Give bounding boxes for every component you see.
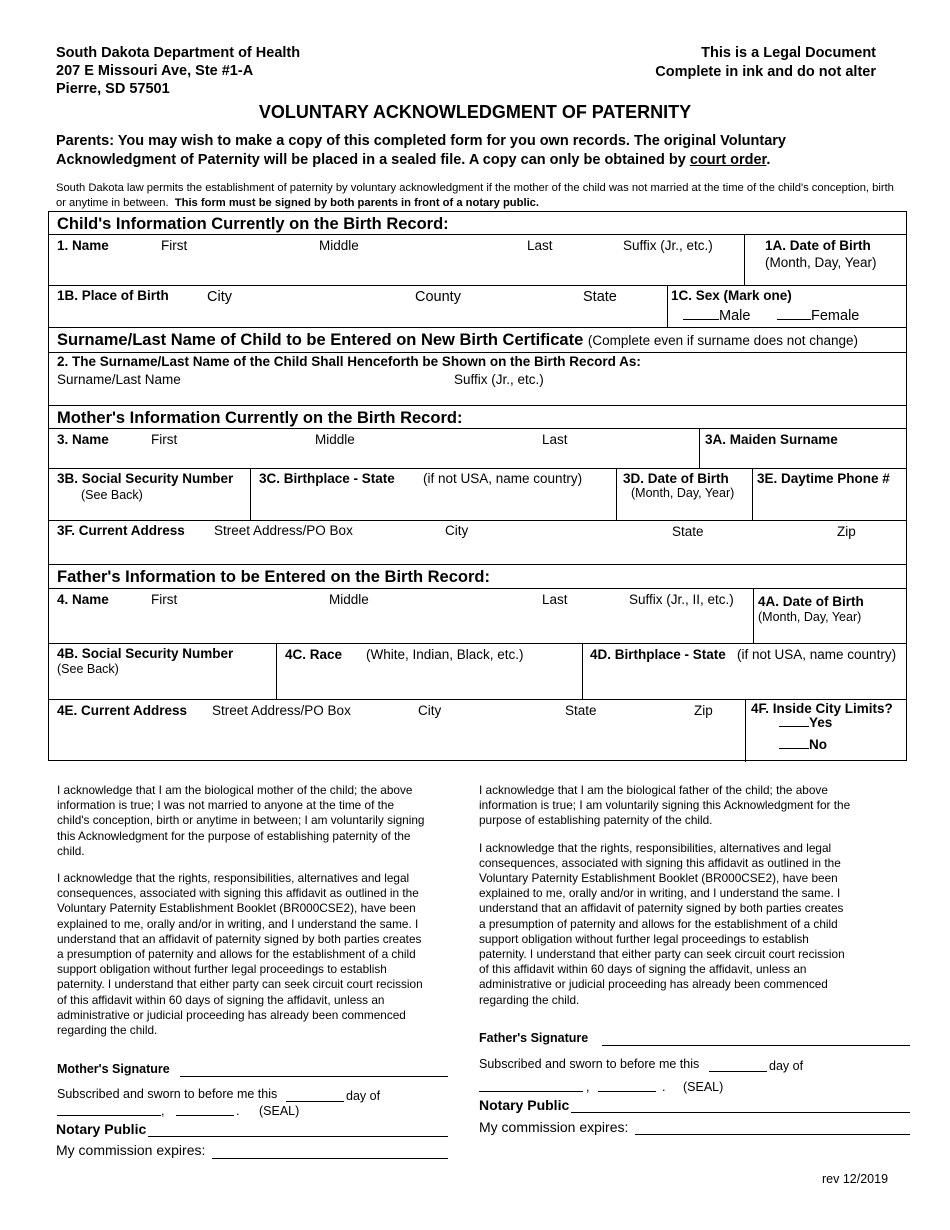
child-pob-state-field[interactable]: State <box>583 289 617 305</box>
legal-notice-line1: This is a Legal Document <box>701 45 876 61</box>
father-last-name-field[interactable]: Last <box>542 592 568 607</box>
child-middle-name-field[interactable]: Middle <box>319 238 359 253</box>
father-first-name-field[interactable]: First <box>151 592 178 607</box>
father-city-limits-yes[interactable] <box>779 715 832 730</box>
parents-notice-text: Parents: You may wish to make a copy of this completed form for you own records. The original Voluntary Acknowledgment of Paternity will be placed in a sealed file. A copy can only be obtained by <box>56 133 786 168</box>
mother-birthplace-hint: (if not USA, name country) <box>423 471 583 486</box>
father-street-field[interactable]: Street Address/PO Box <box>212 703 351 718</box>
father-sworn-month-blank[interactable] <box>479 1091 583 1092</box>
father-sworn-text: Subscribed and sworn to before me this <box>479 1057 700 1071</box>
intro-body: South Dakota law permits the establishment of paternity by voluntary acknowledgment if the mother of the child was not married at the time of the child's conception, birth or anytime in between. <box>56 182 894 209</box>
agency-city: Pierre, SD 57501 <box>56 81 170 97</box>
mother-birthplace-field[interactable]: 3C. Birthplace - State <box>259 471 395 486</box>
father-day-of: day of <box>769 1059 804 1073</box>
child-sex-female-option[interactable] <box>777 308 859 324</box>
father-signature-label: Father's Signature <box>479 1031 589 1045</box>
father-notary-line[interactable] <box>571 1112 910 1113</box>
mother-signature-line[interactable] <box>180 1076 448 1077</box>
mother-signature-label: Mother's Signature <box>57 1062 170 1076</box>
mother-maiden-field[interactable]: 3A. Maiden Surname <box>705 432 838 447</box>
father-race-hint: (White, Indian, Black, etc.) <box>366 647 524 662</box>
child-dob-field[interactable]: 1A. Date of Birth <box>765 238 871 253</box>
mother-address-label: 3F. Current Address <box>57 523 185 538</box>
father-ack-paragraph-2: I acknowledge that the rights, responsibilities, alternatives and legal consequences, associated with signing this affidavit as outlined in the Voluntary Paternity Establishment Booklet (BR000CSE2), have been explained to me, orally and/or in writing, and I understand the same. I understand that an affidavit of paternity signed by both parties creates a presumption of paternity and allows for the establishment of a child support obligation without further legal proceedings to establish paternity. I understand that either party can seek circuit court recission of this affidavit within 60 days of signing the affidavit, unless an administrative or judicial proceeding has already been commenced regarding the child. <box>479 840 845 1007</box>
mother-ack-paragraph-1: I acknowledge that I am the biological mother of the child; the above information is true; I was not married to anyone at the time of the child's conception, birth or anytime in between; I am voluntarily signing this Acknowledgment for the purpose of establishing paternity of the child. <box>57 783 425 858</box>
birth-record-form <box>48 211 907 761</box>
father-birthplace-hint: (if not USA, name country) <box>737 647 897 662</box>
father-city-limits-no-label: No <box>809 737 827 752</box>
parents-notice-court-order: court order <box>689 152 767 168</box>
child-first-name-field[interactable]: First <box>161 238 188 253</box>
father-address-label: 4E. Current Address <box>57 703 188 718</box>
mother-sworn-period: . <box>236 1104 240 1118</box>
mother-street-field[interactable]: Street Address/PO Box <box>214 523 353 538</box>
mother-name-label: 3. Name <box>57 432 109 447</box>
child-sex-male-option[interactable] <box>683 308 750 324</box>
legal-notice <box>655 44 876 82</box>
child-section-title: Child's Information Currently on the Birth Record: <box>57 215 449 233</box>
child-last-name-field[interactable]: Last <box>527 238 553 253</box>
father-city-limits-label: 4F. Inside City Limits? <box>751 701 893 716</box>
father-zip-field[interactable]: Zip <box>694 703 713 718</box>
mother-first-name-field[interactable]: First <box>151 432 178 447</box>
father-acknowledgment <box>479 783 851 1020</box>
mother-section-title: Mother's Information Currently on the Birth Record: <box>57 409 463 427</box>
father-ack-paragraph-1: I acknowledge that I am the biological father of the child; the above information is true; I am voluntarily signing this Acknowledgment for the purpose of establishing paternity of the child. <box>479 783 851 828</box>
mother-sworn-month-blank[interactable] <box>57 1115 161 1116</box>
page-title: VOLUNTARY ACKNOWLEDGMENT OF PATERNITY <box>258 102 692 122</box>
mother-zip-field[interactable]: Zip <box>837 524 856 539</box>
surname-label: 2. The Surname/Last Name of the Child Shall Henceforth be Shown on the Birth Record As: <box>57 354 641 369</box>
mother-dob-field[interactable]: 3D. Date of Birth <box>623 471 729 486</box>
surname-section-heading: Surname/Last Name of Child to be Entered on New Birth Certificate <box>57 331 584 349</box>
surname-section-note: (Complete even if surname does not change) <box>587 333 859 348</box>
child-sex-label: 1C. Sex (Mark one) <box>671 288 792 303</box>
father-dob-hint: (Month, Day, Year) <box>758 610 862 624</box>
father-section-title: Father's Information to be Entered on the Birth Record: <box>57 568 490 586</box>
agency-name: South Dakota Department of Health <box>56 45 301 61</box>
mother-sworn-text: Subscribed and sworn to before me this <box>57 1087 278 1101</box>
father-commission-label: My commission expires: <box>479 1119 629 1135</box>
mother-dob-hint: (Month, Day, Year) <box>631 486 735 500</box>
father-signature-line[interactable] <box>602 1045 910 1046</box>
father-city-limits-no[interactable] <box>779 737 827 752</box>
mother-notary-line[interactable] <box>148 1136 448 1137</box>
child-sex-female-label: Female <box>811 308 860 324</box>
child-pob-label: 1B. Place of Birth <box>57 288 169 303</box>
father-suffix-field[interactable]: Suffix (Jr., II, etc.) <box>629 592 734 607</box>
child-sex-male-label: Male <box>719 308 751 324</box>
father-sworn-year-blank[interactable] <box>598 1091 656 1092</box>
agency-street: 207 E Missouri Ave, Ste #1-A <box>56 63 254 79</box>
mother-seal: (SEAL) <box>259 1104 300 1118</box>
parents-notice-end: . <box>766 152 771 168</box>
father-city-field[interactable]: City <box>418 703 442 718</box>
mother-city-field[interactable]: City <box>445 523 469 538</box>
child-name-label: 1. Name <box>57 238 109 253</box>
father-birthplace-field[interactable]: 4D. Birthplace - State <box>590 647 726 662</box>
father-ssn-hint: (See Back) <box>57 662 119 676</box>
child-suffix-field[interactable]: Suffix (Jr., etc.) <box>623 238 713 253</box>
agency-address <box>56 44 300 98</box>
mother-notary-label: Notary Public <box>56 1121 147 1137</box>
mother-last-name-field[interactable]: Last <box>542 432 568 447</box>
legal-notice-line2: Complete in ink and do not alter <box>655 64 876 80</box>
mother-day-of: day of <box>346 1089 381 1103</box>
father-name-label: 4. Name <box>57 592 109 607</box>
intro-text <box>56 181 906 211</box>
child-pob-city-field[interactable]: City <box>207 289 232 305</box>
father-seal: (SEAL) <box>683 1080 724 1094</box>
father-dob-field[interactable]: 4A. Date of Birth <box>758 594 864 609</box>
mother-commission-line[interactable] <box>212 1158 448 1159</box>
father-city-limits-yes-label: Yes <box>809 715 833 730</box>
mother-state-field[interactable]: State <box>672 524 704 539</box>
father-race-field[interactable]: 4C. Race <box>285 647 343 662</box>
surname-section-title <box>57 331 858 350</box>
mother-acknowledgment <box>57 783 429 1050</box>
mother-ssn-hint: (See Back) <box>81 488 143 502</box>
mother-commission-label: My commission expires: <box>56 1142 206 1158</box>
mother-ack-paragraph-2: I acknowledge that the rights, responsibilities, alternatives and legal consequences, associated with signing this affidavit as outlined in the Voluntary Paternity Establishment Booklet (BR000CSE2), have been explained to me, orally and/or in writing, and I understand the same. I understand that an affidavit of paternity signed by both parties creates a presumption of paternity and allows for the establishment of a child support obligation without further legal proceedings to establish paternity. I understand that either party can seek circuit court recission of this affidavit within 60 days of signing the affidavit, unless an administrative or judicial proceeding has already been commenced regarding the child. <box>57 871 423 1038</box>
revision-date: rev 12/2019 <box>822 1172 889 1186</box>
child-dob-hint: (Month, Day, Year) <box>765 255 877 270</box>
father-state-field[interactable]: State <box>565 703 597 718</box>
child-pob-county-field[interactable]: County <box>415 289 461 305</box>
parents-notice <box>56 132 896 170</box>
father-sworn-period: . <box>662 1080 666 1094</box>
father-sworn-day-blank[interactable] <box>709 1071 767 1072</box>
mother-sworn-day-blank[interactable] <box>286 1101 344 1102</box>
mother-middle-name-field[interactable]: Middle <box>315 432 355 447</box>
father-middle-name-field[interactable]: Middle <box>329 592 369 607</box>
intro-bold: This form must be signed by both parents in front of a notary public. <box>174 197 540 209</box>
father-ssn-field[interactable]: 4B. Social Security Number <box>57 646 234 661</box>
surname-suffix-field[interactable]: Suffix (Jr., etc.) <box>454 372 544 387</box>
surname-field[interactable]: Surname/Last Name <box>57 372 181 387</box>
mother-phone-field[interactable]: 3E. Daytime Phone # <box>757 471 890 486</box>
father-commission-line[interactable] <box>635 1134 910 1135</box>
mother-sworn-year-blank[interactable] <box>176 1115 234 1116</box>
father-notary-label: Notary Public <box>479 1097 570 1113</box>
mother-ssn-field[interactable]: 3B. Social Security Number <box>57 471 234 486</box>
father-sworn-comma: , <box>586 1080 590 1094</box>
mother-sworn-comma: , <box>161 1104 165 1118</box>
